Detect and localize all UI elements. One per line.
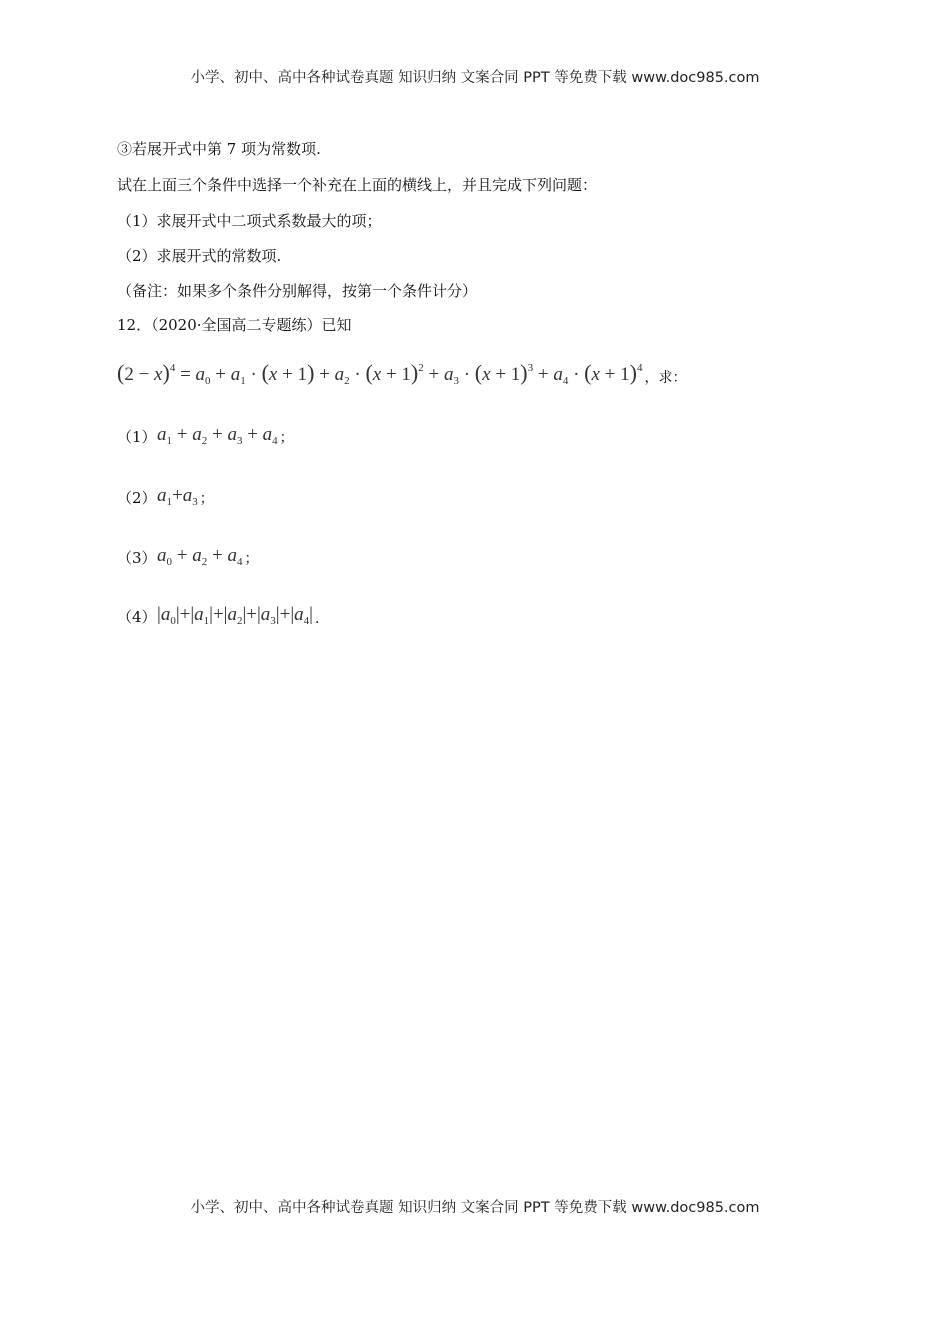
part-3-expression: $a_0 + a_2 + a_4$ [157,545,243,568]
part-label: （3） [117,549,157,567]
part-label: （1） [117,428,157,446]
equation-formula: $(2 - x)^4 = a_0 + a_1 \cdot (x + 1) + a_2 \cdot (x + 1)^2 + a_3 \cdot (x + 1)^3 + a_4 \cdot (x + 1)^4$ [117,360,643,387]
part-4-expression: $|a_0|+|a_1|+|a_2|+|a_3|+|a_4|$ [157,604,313,627]
part-label: （2） [117,489,157,507]
instruction-text: 试在上面三个条件中选择一个补充在上面的横线上，并且完成下列问题： [117,176,598,194]
main-equation [117,360,686,387]
part-tail: ； [244,551,259,567]
page-footer: 小学、初中、高中各种试卷真题 知识归纳 文案合同 PPT 等免费下载 www.doc985.com [190,1200,760,1216]
part-1-expression: $a_1 + a_2 + a_3 + a_4$ [157,424,278,447]
part-2-expression: $a_1+a_3$ [157,485,198,508]
part-3 [117,545,258,568]
part-label: （4） [117,608,157,626]
part-tail: ； [199,491,214,507]
problem-12-title: 12．（2020·全国高二专题练）已知 [117,316,352,334]
part-4 [117,604,319,627]
page-header: 小学、初中、高中各种试卷真题 知识归纳 文案合同 PPT 等免费下载 www.doc985.com [190,70,760,86]
condition-3: ③若展开式中第 7 项为常数项. [117,140,321,158]
part-tail: ； [279,430,294,446]
question-1: （1）求展开式中二项式系数最大的项； [117,212,382,230]
part-1 [117,424,294,447]
note-text: （备注：如果多个条件分别解得，按第一个条件计分） [117,282,478,300]
part-tail: . [314,611,320,627]
equation-suffix: ，求： [644,370,687,386]
question-2: （2）求展开式的常数项. [117,247,282,265]
part-2 [117,485,214,508]
